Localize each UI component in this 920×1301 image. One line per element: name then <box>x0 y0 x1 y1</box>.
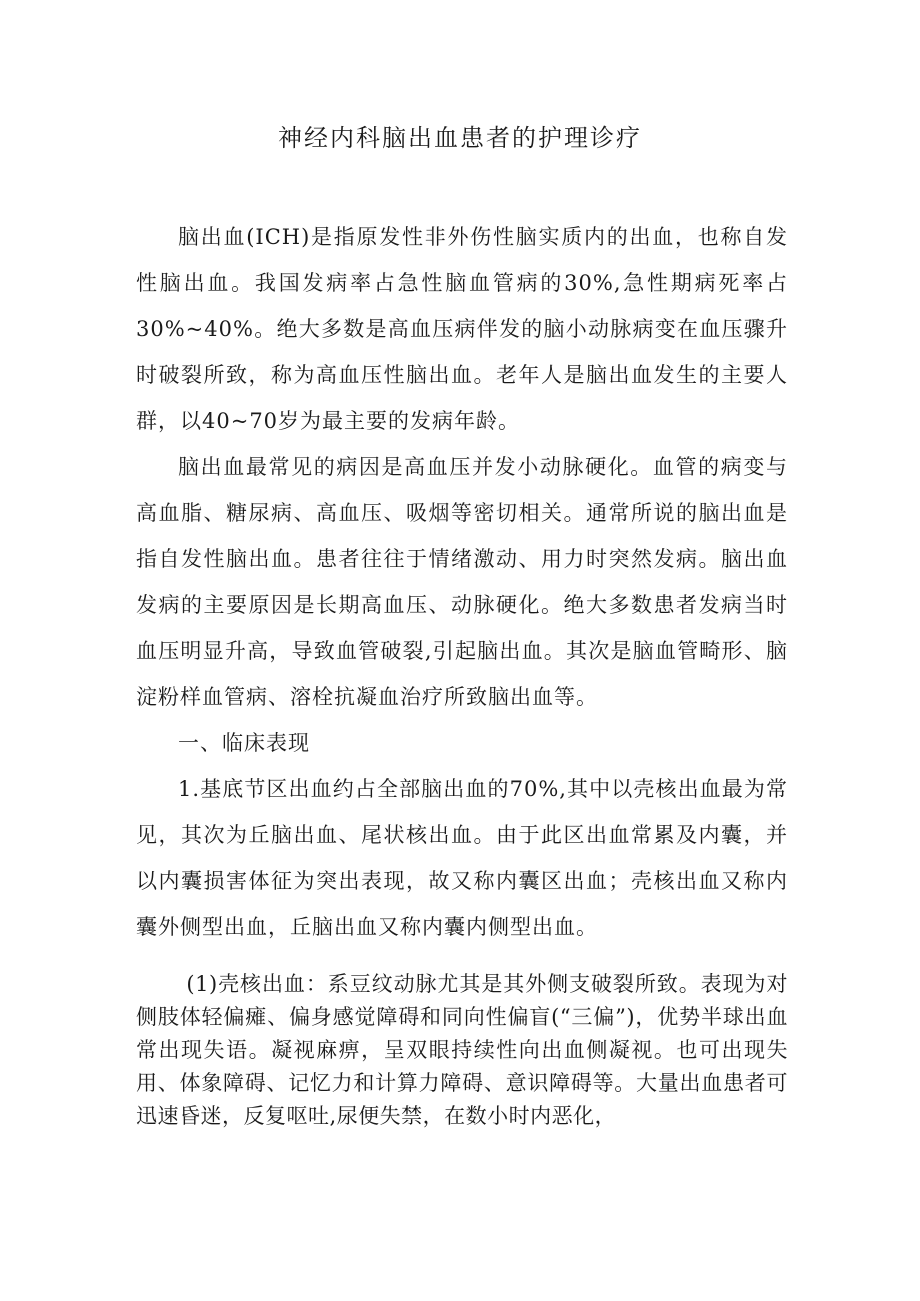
page-title: 神经内科脑出血患者的护理诊疗 <box>278 124 642 152</box>
list-item: 1.基底节区出血约占全部脑出血的70%,其中以壳核出血最为常见，其次为丘脑出血、尾状核出血。由于此区出血常累及内囊，并以内囊损害体征为突出表现，故又称内囊区出血；壳核出血又称内囊外侧型出血，丘脑出血又称内囊内侧型出血。 <box>136 777 788 939</box>
section-heading: 一、临床表现 <box>178 731 310 755</box>
document-body <box>136 214 788 1154</box>
paragraph-definition: 脑出血(ICH)是指原发性非外伤性脑实质内的出血，也称自发性脑出血。我国发病率占急性脑血管病的30%,急性期病死率占30%~40%。绝大多数是高血压病伴发的脑小动脉病变在血压骤升时破裂所致，称为高血压性脑出血。老年人是脑出血发生的主要人群，以40~70岁为最主要的发病年龄。 <box>136 225 788 433</box>
sub-list-item: (1)壳核出血：系豆纹动脉尤其是其外侧支破裂所致。表现为对侧肢体轻偏瘫、偏身感觉障碍和同向性偏盲(“三偏”)，优势半球出血常出现失语。凝视麻痹，呈双眼持续性向出血侧凝视。也可出现失用、体象障碍、记忆力和计算力障碍、意识障碍等。大量出血患者可迅速昏迷，反复呕吐,尿便失禁，在数小时内恶化， <box>136 972 788 1128</box>
paragraph-etiology: 脑出血最常见的病因是高血压并发小动脉硬化。血管的病变与高血脂、糖尿病、高血压、吸烟等密切相关。通常所说的脑出血是指自发性脑出血。患者往往于情绪激动、用力时突然发病。脑出血发病的主要原因是长期高血压、动脉硬化。绝大多数患者发病当时血压明显升高，导致血管破裂,引起脑出血。其次是脑血管畸形、脑淀粉样血管病、溶栓抗凝血治疗所致脑出血等。 <box>136 455 788 709</box>
